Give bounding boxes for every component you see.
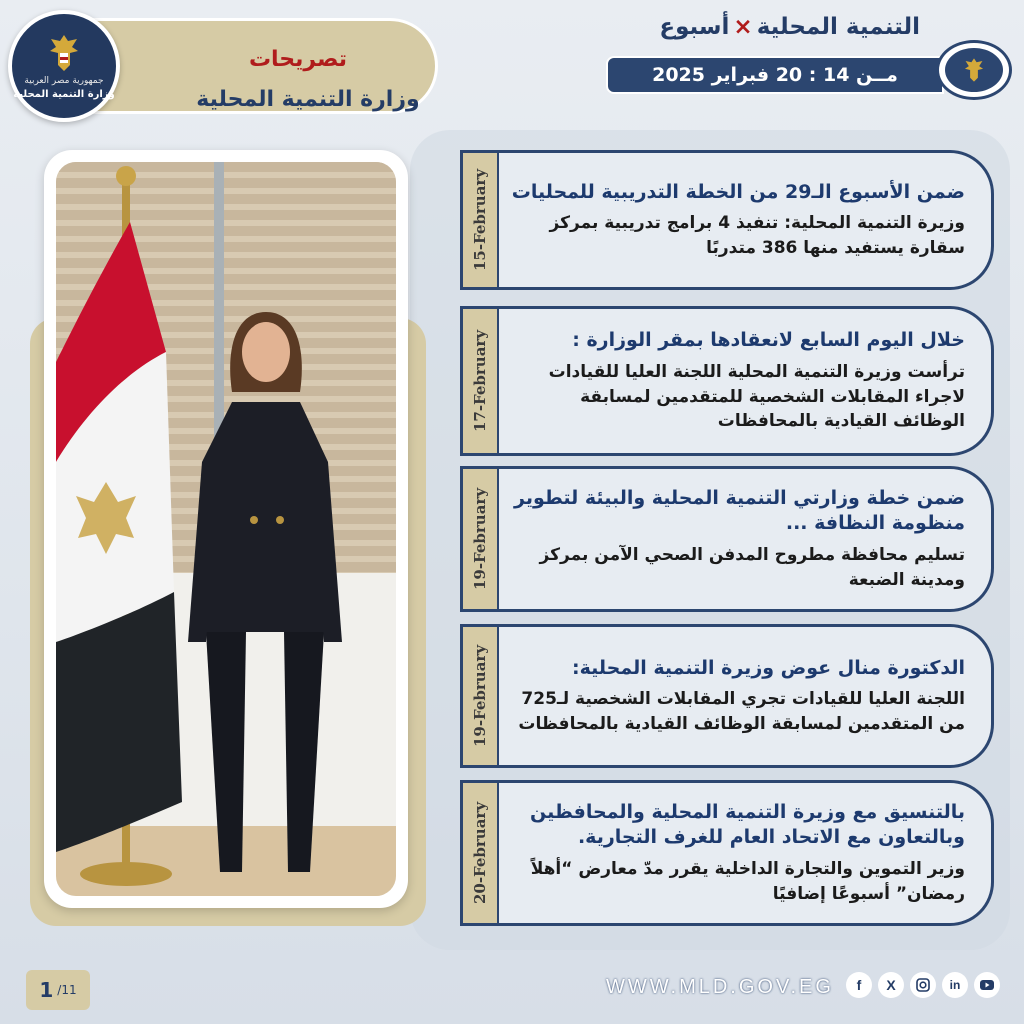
instagram-icon[interactable] xyxy=(910,972,936,998)
news-card-1 xyxy=(460,150,994,290)
page-indicator xyxy=(26,970,90,1010)
minister-figure xyxy=(188,312,342,872)
small-eagle-icon xyxy=(963,57,985,83)
photo-figure xyxy=(56,162,396,896)
card-body xyxy=(507,627,965,765)
card-text: وزير التموين والتجارة الداخلية يقرر مدّ معارض “أهلاً رمضان” أسبوعًا إضافيًا xyxy=(530,859,965,904)
date-tab xyxy=(463,309,499,453)
date-range: مــن 14 : 20 فبراير 2025 xyxy=(606,56,944,94)
card-body xyxy=(507,153,965,287)
times-separator: × xyxy=(733,14,753,40)
social-links xyxy=(846,972,1000,998)
youtube-icon[interactable] xyxy=(974,972,1000,998)
statements-title: تصريحات xyxy=(248,47,348,72)
page-total: /11 xyxy=(57,983,77,997)
website-url[interactable]: WWW.MLD.GOV.EG xyxy=(606,976,834,998)
news-card-4 xyxy=(460,624,994,768)
small-ministry-logo xyxy=(936,40,1012,100)
photo-frame xyxy=(44,150,408,908)
card-body xyxy=(507,469,965,609)
news-card-3 xyxy=(460,466,994,612)
date-tab xyxy=(463,153,499,287)
date-tab xyxy=(463,783,499,923)
small-logo-emblem xyxy=(945,48,1003,92)
egypt-flag xyxy=(56,222,182,852)
card-body xyxy=(507,783,965,923)
week-title-part1: التنمية المحلية xyxy=(756,14,920,40)
card-heading: بالتنسيق مع وزيرة التنمية المحلية والمحافظين وبالتعاون مع الاتحاد العام للغرف التجارية. xyxy=(530,800,965,849)
ministry-title: وزارة التنمية المحلية xyxy=(196,87,420,112)
card-heading: خلال اليوم السابع لانعقادها بمقر الوزارة : xyxy=(572,329,965,352)
card-date: 15-February xyxy=(471,168,490,272)
page-current: 1 xyxy=(39,978,54,1002)
ministry-logo xyxy=(8,10,120,122)
card-date: 17-February xyxy=(471,329,490,433)
card-date: 19-February xyxy=(471,644,490,748)
linkedin-icon[interactable]: in xyxy=(942,972,968,998)
card-heading: ضمن خطة وزارتي التنمية المحلية والبيئة لتطوير منظومة النظافة ... xyxy=(514,486,965,535)
card-body xyxy=(507,309,965,453)
logo-country-text: جمهورية مصر العربية xyxy=(24,75,104,86)
card-heading: ضمن الأسبوع الـ29 من الخطة التدريبية للمحليات xyxy=(511,180,965,203)
eagle-emblem-icon xyxy=(47,33,81,73)
card-date: 20-February xyxy=(471,801,490,905)
facebook-icon[interactable]: f xyxy=(846,972,872,998)
news-card-5 xyxy=(460,780,994,926)
card-date: 19-February xyxy=(471,487,490,591)
card-text: ترأست وزيرة التنمية المحلية اللجنة العليا للقيادات لاجراء المقابلات الشخصية للمتقدمين لمسابقة الوظائف القيادية بالمحافظات xyxy=(548,361,965,432)
card-text: تسليم محافظة مطروح المدفن الصحي الآمن بمركز ومدينة الضبعة xyxy=(539,545,965,590)
week-title xyxy=(659,14,920,40)
week-title-part2: أسبوع xyxy=(659,14,730,40)
date-tab xyxy=(463,469,499,609)
card-heading: الدكتورة منال عوض وزيرة التنمية المحلية: xyxy=(572,656,965,679)
minister-photo xyxy=(56,162,396,896)
date-tab xyxy=(463,627,499,765)
card-text: وزيرة التنمية المحلية: تنفيذ 4 برامج تدريبية بمركز سقارة يستفيد منها 386 متدربًا xyxy=(549,213,965,258)
news-card-2 xyxy=(460,306,994,456)
card-text: اللجنة العليا للقيادات تجري المقابلات الشخصية لـ725 من المتقدمين لمسابقة الوظائف القيادية بالمحافظات xyxy=(518,689,965,734)
logo-ministry-text: وزارة التنمية المحلية xyxy=(13,88,115,100)
x-icon[interactable]: X xyxy=(878,972,904,998)
